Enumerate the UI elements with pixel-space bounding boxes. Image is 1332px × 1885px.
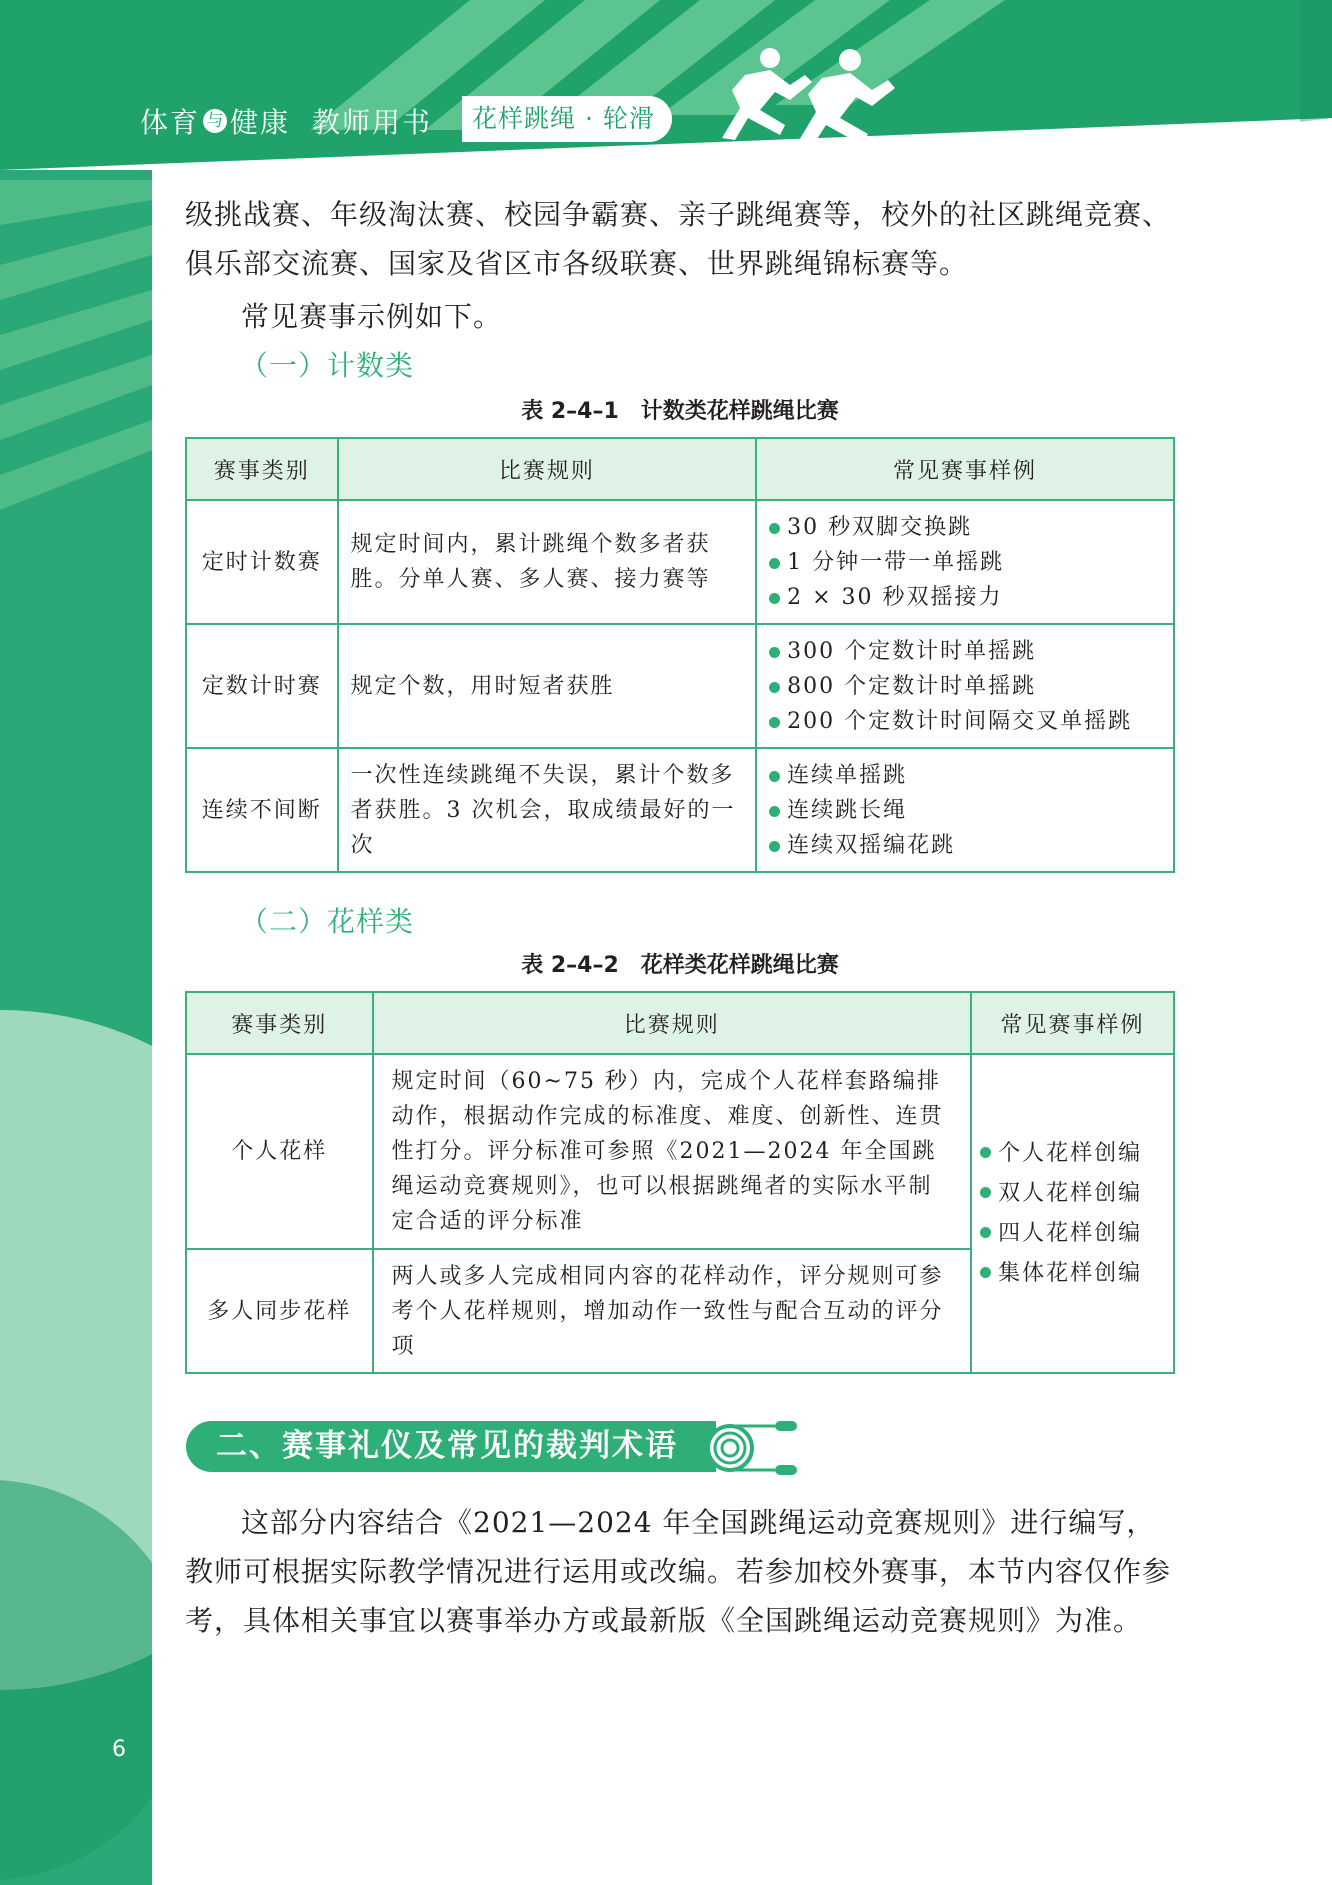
section2-paragraph: 这部分内容结合《2021—2024 年全国跳绳运动竞赛规则》进行编写，教师可根据实际教学情况进行运用或改编。若参加校外赛事，本节内容仅作参考，具体相关事宜以赛事举办方或最新版《全国跳绳运动竞赛规则》为准。 bbox=[185, 1506, 1172, 1637]
jump-rope-icon bbox=[700, 1418, 805, 1478]
table-row bbox=[186, 624, 1174, 748]
row-examples bbox=[971, 1054, 1174, 1373]
example-item: 30 秒双脚交换跳 bbox=[769, 510, 1161, 545]
examples-line: 常见赛事示例如下。 bbox=[241, 300, 503, 333]
table-row bbox=[186, 748, 1174, 872]
example-item: 连续单摇跳 bbox=[769, 758, 1161, 793]
example-item: 集体花样创编 bbox=[980, 1254, 1165, 1294]
row-rule: 规定时间（60~75 秒）内，完成个人花样套路编排动作，根据动作完成的标准度、难度、创新性、连贯性打分。评分标准可参照《2021—2024 年全国跳绳运动竞赛规则》，也可以根据跳绳者的实际水平制定合适的评分标准 bbox=[373, 1054, 972, 1249]
example-item: 双人花样创编 bbox=[980, 1174, 1165, 1214]
row-category: 连续不间断 bbox=[186, 748, 338, 872]
row-examples bbox=[756, 748, 1174, 872]
chapter-tag: 花样跳绳 · 轮滑 bbox=[462, 96, 672, 142]
example-item: 200 个定数计时间隔交叉单摇跳 bbox=[769, 704, 1161, 739]
book-title-part2: 健康 bbox=[230, 106, 291, 139]
example-item: 连续跳长绳 bbox=[769, 793, 1161, 828]
row-examples bbox=[756, 624, 1174, 748]
row-rule: 两人或多人完成相同内容的花样动作，评分规则可参考个人花样规则，增加动作一致性与配合互动的评分项 bbox=[373, 1249, 972, 1373]
table-header-row bbox=[186, 992, 1174, 1054]
book-type: 教师用书 bbox=[312, 106, 433, 139]
example-item: 2 × 30 秒双摇接力 bbox=[769, 580, 1161, 615]
table1-caption: 表 2–4–1 计数类花样跳绳比赛 bbox=[521, 399, 839, 424]
header-rule: 比赛规则 bbox=[338, 438, 757, 500]
row-rule: 规定时间内，累计跳绳个数多者获胜。分单人赛、多人赛、接力赛等 bbox=[338, 500, 757, 624]
book-title-connector: 与 bbox=[203, 109, 227, 133]
row-category: 定时计数赛 bbox=[186, 500, 338, 624]
header-category: 赛事类别 bbox=[186, 992, 373, 1054]
book-title-part1: 体育 bbox=[140, 106, 201, 139]
example-item: 1 分钟一带一单摇跳 bbox=[769, 545, 1161, 580]
header-examples: 常见赛事样例 bbox=[756, 438, 1174, 500]
table-freestyle-competitions bbox=[185, 991, 1175, 1374]
intro-paragraph: 级挑战赛、年级淘汰赛、校园争霸赛、亲子跳绳赛等，校外的社区跳绳竞赛、俱乐部交流赛、国家及省区市各级联赛、世界跳绳锦标赛等。 bbox=[185, 198, 1172, 280]
table-counting-competitions bbox=[185, 437, 1175, 873]
example-item: 四人花样创编 bbox=[980, 1214, 1165, 1254]
example-item: 个人花样创编 bbox=[980, 1134, 1165, 1174]
row-examples bbox=[756, 500, 1174, 624]
row-rule: 一次性连续跳绳不失误，累计个数多者获胜。3 次机会，取成绩最好的一次 bbox=[338, 748, 757, 872]
example-item: 连续双摇编花跳 bbox=[769, 828, 1161, 863]
header-examples: 常见赛事样例 bbox=[971, 992, 1174, 1054]
row-category: 定数计时赛 bbox=[186, 624, 338, 748]
row-rule: 规定个数，用时短者获胜 bbox=[338, 624, 757, 748]
table-row bbox=[186, 1054, 1174, 1249]
subsection-heading-counting: （一）计数类 bbox=[240, 349, 415, 382]
header-rule: 比赛规则 bbox=[373, 992, 972, 1054]
page-number: 6 bbox=[112, 1737, 126, 1762]
row-category: 个人花样 bbox=[186, 1054, 373, 1249]
row-category: 多人同步花样 bbox=[186, 1249, 373, 1373]
example-item: 300 个定数计时单摇跳 bbox=[769, 634, 1161, 669]
book-title bbox=[140, 101, 432, 141]
header-category: 赛事类别 bbox=[186, 438, 338, 500]
table-row bbox=[186, 500, 1174, 624]
section-heading: 二、赛事礼仪及常见的裁判术语 bbox=[186, 1421, 716, 1472]
table2-caption: 表 2–4–2 花样类花样跳绳比赛 bbox=[521, 953, 839, 978]
table-header-row bbox=[186, 438, 1174, 500]
example-item: 800 个定数计时单摇跳 bbox=[769, 669, 1161, 704]
subsection-heading-freestyle: （二）花样类 bbox=[240, 905, 415, 938]
